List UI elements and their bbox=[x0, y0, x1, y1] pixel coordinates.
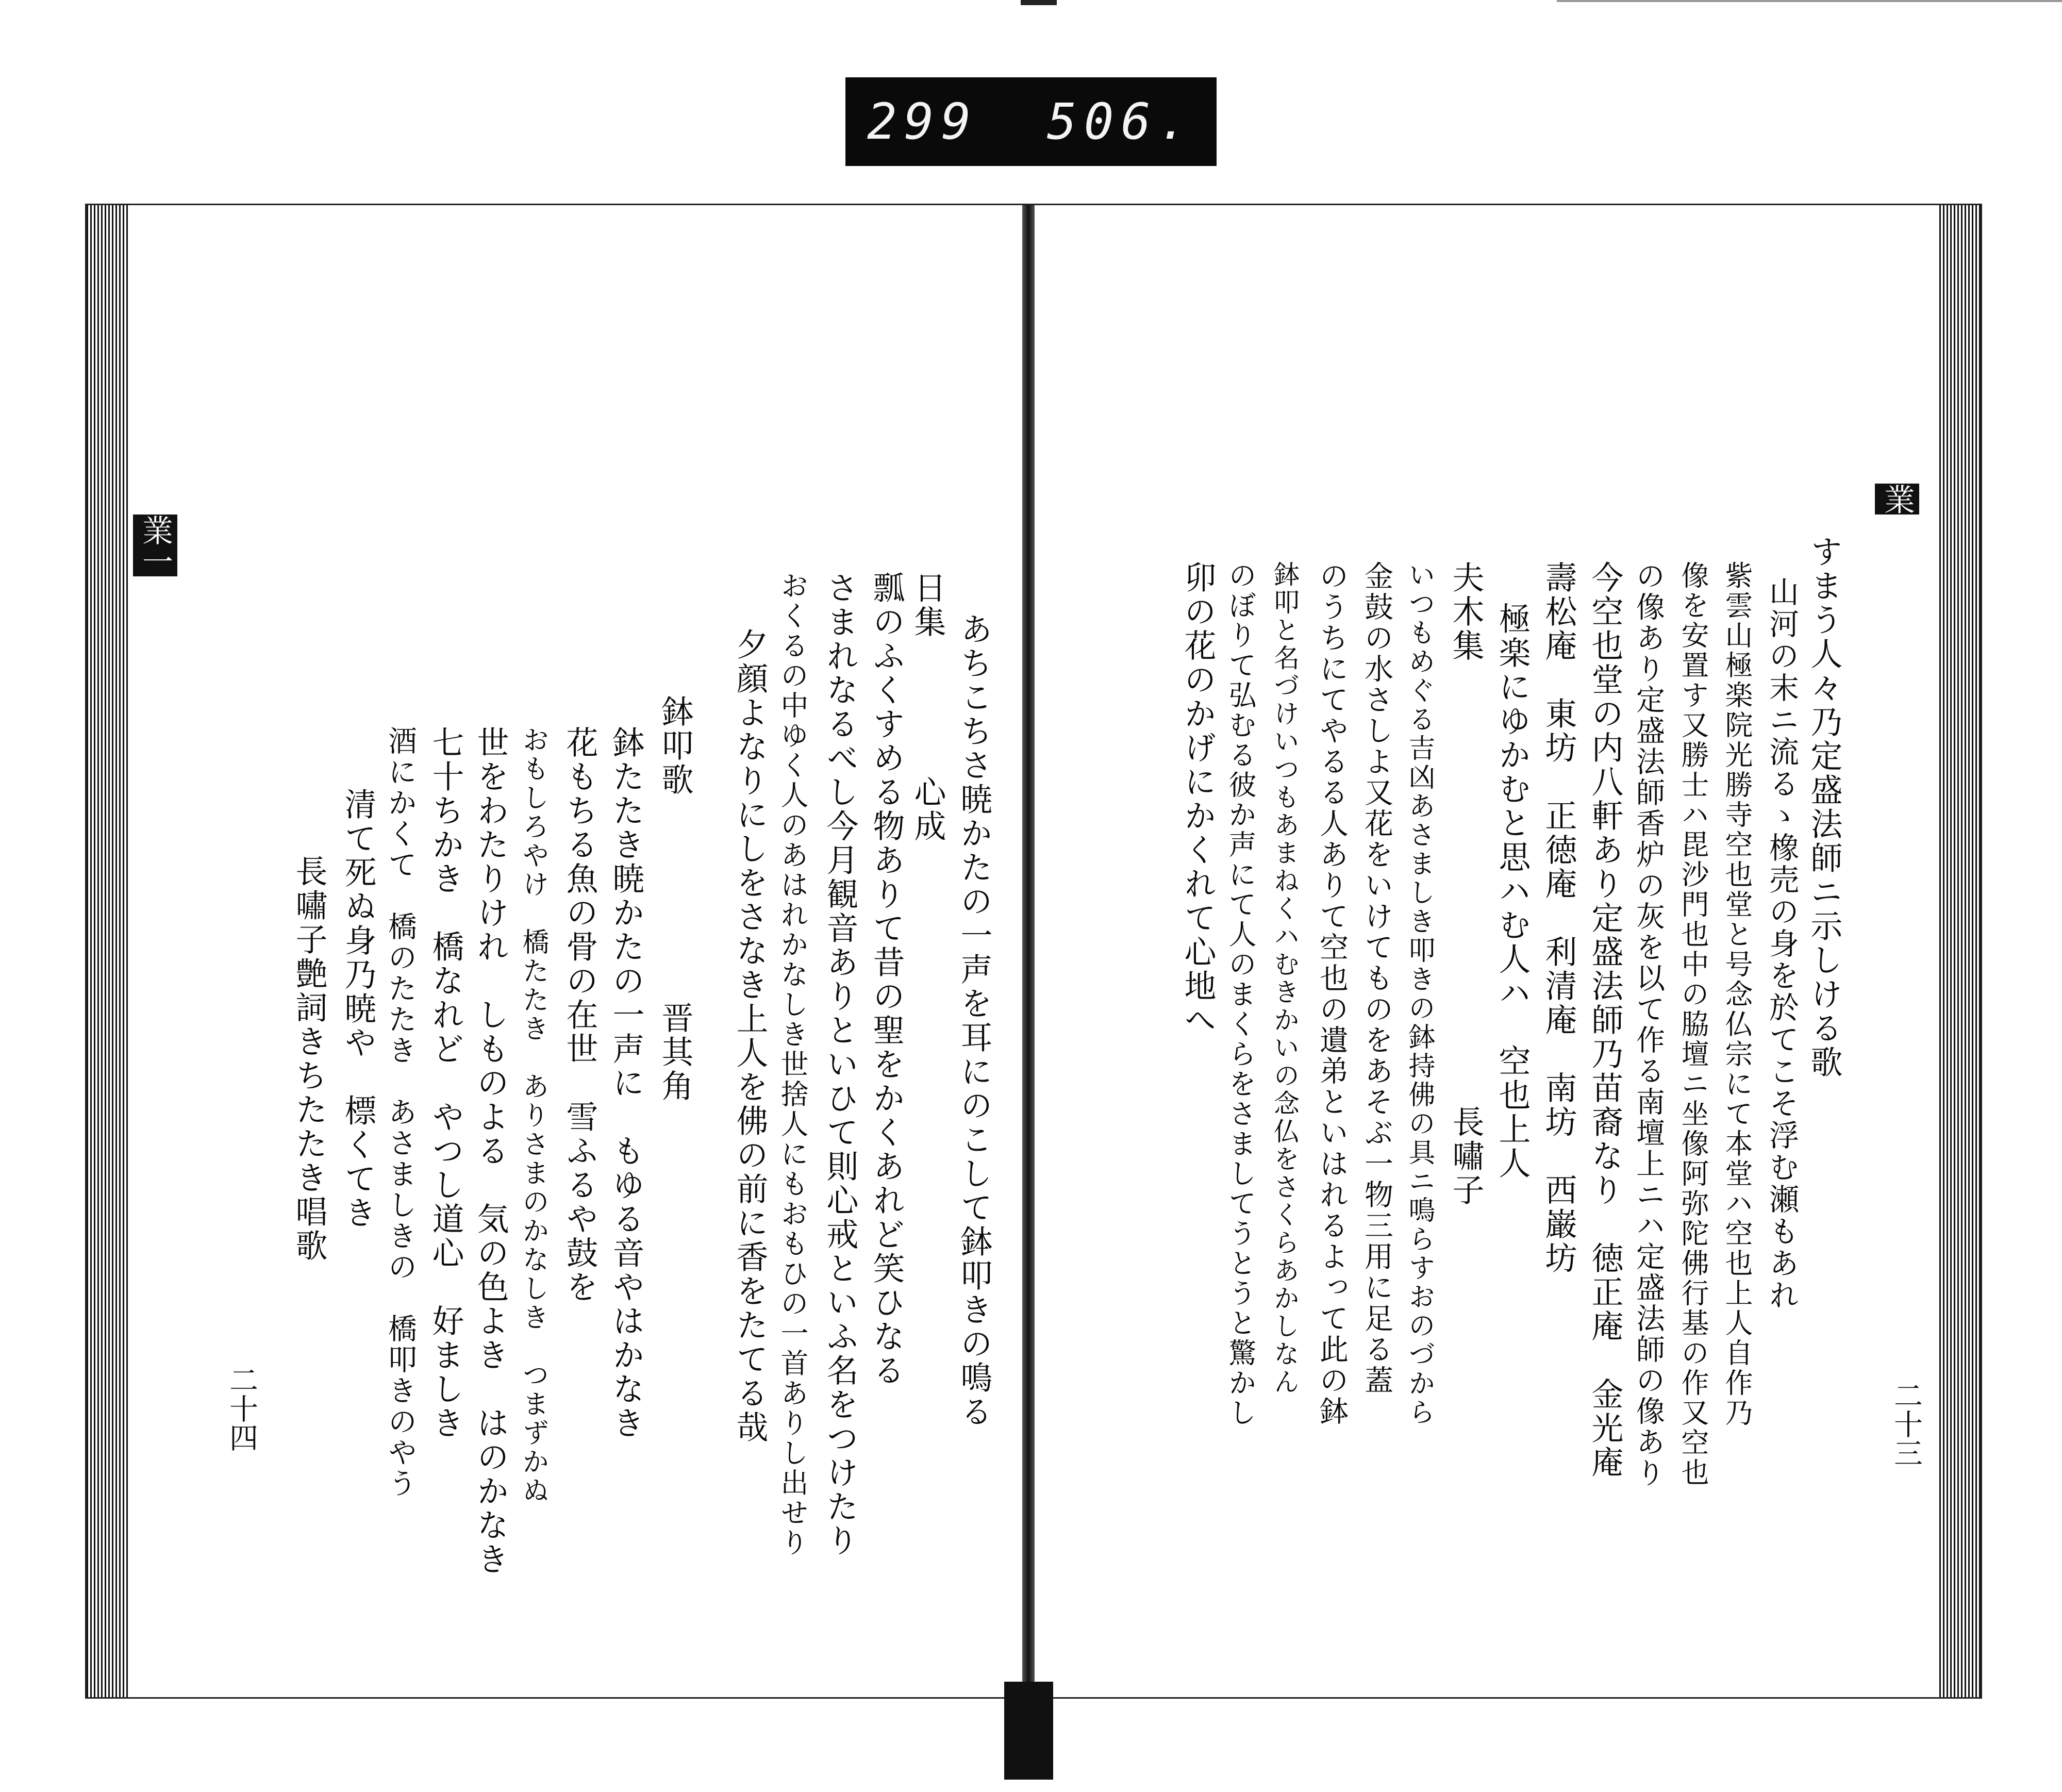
right-col-14: のぼりて弘むる彼か声にて人のまくらをさましてうとうと驚かし bbox=[1224, 561, 1257, 1428]
left-col-12: 七十ちかき 橋なれど やつし道心 好ましき bbox=[427, 726, 464, 1440]
right-col-12: のうちにてやるる人ありて空也の遺弟といはれるよって此の鉢 bbox=[1315, 561, 1349, 1427]
right-col-1: すまう人々乃定盛法師ニ示しける歌 bbox=[1805, 535, 1843, 1080]
left-col-9: 花もちる魚の骨の在世 雪ふるや鼓を bbox=[561, 726, 598, 1304]
book-spread bbox=[85, 204, 1982, 1699]
left-col-8: 鉢たたき暁かたの一声に もゆる音やはかなき bbox=[607, 726, 645, 1440]
right-page-edge bbox=[1939, 205, 1981, 1697]
right-col-10: いつもめぐる吉凶あさましき叩きの鉢持佛の具ニ鳴らすおのづから bbox=[1404, 561, 1435, 1427]
right-col-8: 極楽にゆかむと思ハむ人ハ 空也上人 bbox=[1493, 602, 1531, 1181]
right-col-2: 山河の末ニ流るゝ橡売の身を於てこそ浮む瀬もあれ bbox=[1764, 576, 1799, 1312]
left-col-1: あちこちさ暁かたの一声を耳にのこして鉢叩きの鳴る bbox=[955, 612, 993, 1429]
left-col-3: 瓢のふくすめる物ありて昔の聖をかくあれど笑ひなる bbox=[868, 571, 905, 1388]
right-page bbox=[1035, 205, 1942, 1697]
frame-number-left: 299 bbox=[867, 93, 978, 151]
left-page-edge bbox=[87, 205, 128, 1697]
left-page bbox=[128, 205, 1022, 1697]
left-col-11: 世をわたりけれ しものよる 気の色よき はのかなき bbox=[472, 726, 509, 1577]
left-col-7: 鉢叩歌 晋其角 bbox=[656, 695, 694, 1103]
right-folio-number: 二十三 bbox=[1889, 1381, 1923, 1467]
left-col-15: 長嘯子艶詞きちたたき唱歌 bbox=[290, 855, 328, 1263]
book-gutter bbox=[1022, 205, 1035, 1697]
frame-number-label bbox=[845, 77, 1217, 166]
left-col-5: おくるの中ゆく人のあはれかなしき世捨人にもおもひの一首ありし出せり bbox=[776, 571, 809, 1558]
top-edge-rule bbox=[1557, 0, 2062, 2]
right-col-5: の像あり定盛法師香炉の灰を以て作る南壇上ニハ定盛法師の像あり bbox=[1632, 561, 1665, 1489]
left-col-13: 酒にかくて 橋のたたき あさましきの 橋叩きのやう bbox=[384, 726, 417, 1499]
left-col-10: おもしろやけ 橋たたき ありさまのかなしき つまずかぬ bbox=[518, 726, 548, 1505]
left-col-2: 日集 心成 bbox=[909, 571, 946, 843]
frame-number-right: 506. bbox=[1046, 93, 1195, 151]
left-col-6: 夕顔よなりにしをさなき上人を佛の前に香をたてる哉 bbox=[731, 628, 769, 1445]
right-col-15: 卯の花のかげにかくれて心地へ bbox=[1179, 561, 1217, 1037]
left-margin-label: 業一 bbox=[133, 515, 177, 576]
right-col-6: 今空也堂の内八軒あり定盛法師乃苗裔なり 徳正庵 金光庵 bbox=[1586, 561, 1624, 1480]
top-edge-mark bbox=[1021, 0, 1057, 5]
right-col-3: 紫雲山極楽院光勝寺空也堂と号念仏宗にて本堂ハ空也上人自作乃 bbox=[1721, 561, 1753, 1428]
right-col-13: 鉢叩と名づけいつもあまねくハむきかいの念仏をさくらあかしなん bbox=[1270, 561, 1300, 1396]
right-col-9: 夫木集 長嘯子 bbox=[1447, 561, 1485, 1207]
right-margin-label: 業 bbox=[1875, 484, 1919, 515]
left-folio-number: 二十四 bbox=[225, 1365, 258, 1452]
right-col-11: 金鼓の水さしよ又花をいけてものをあそぶ一物三用に足る蓋 bbox=[1360, 561, 1393, 1396]
right-col-7: 壽松庵 東坊 正徳庵 利清庵 南坊 西巌坊 bbox=[1540, 561, 1577, 1275]
left-col-14: 清て死ぬ身乃暁や 標くてき bbox=[339, 788, 377, 1230]
right-col-4: 像を安置す又勝士ハ毘沙門也中の脇壇ニ坐像阿弥陀佛行基の作又空也 bbox=[1677, 561, 1709, 1488]
left-col-4: さまれなるべし今月観音ありといひて則心戒といふ名をつけたり bbox=[821, 571, 859, 1558]
